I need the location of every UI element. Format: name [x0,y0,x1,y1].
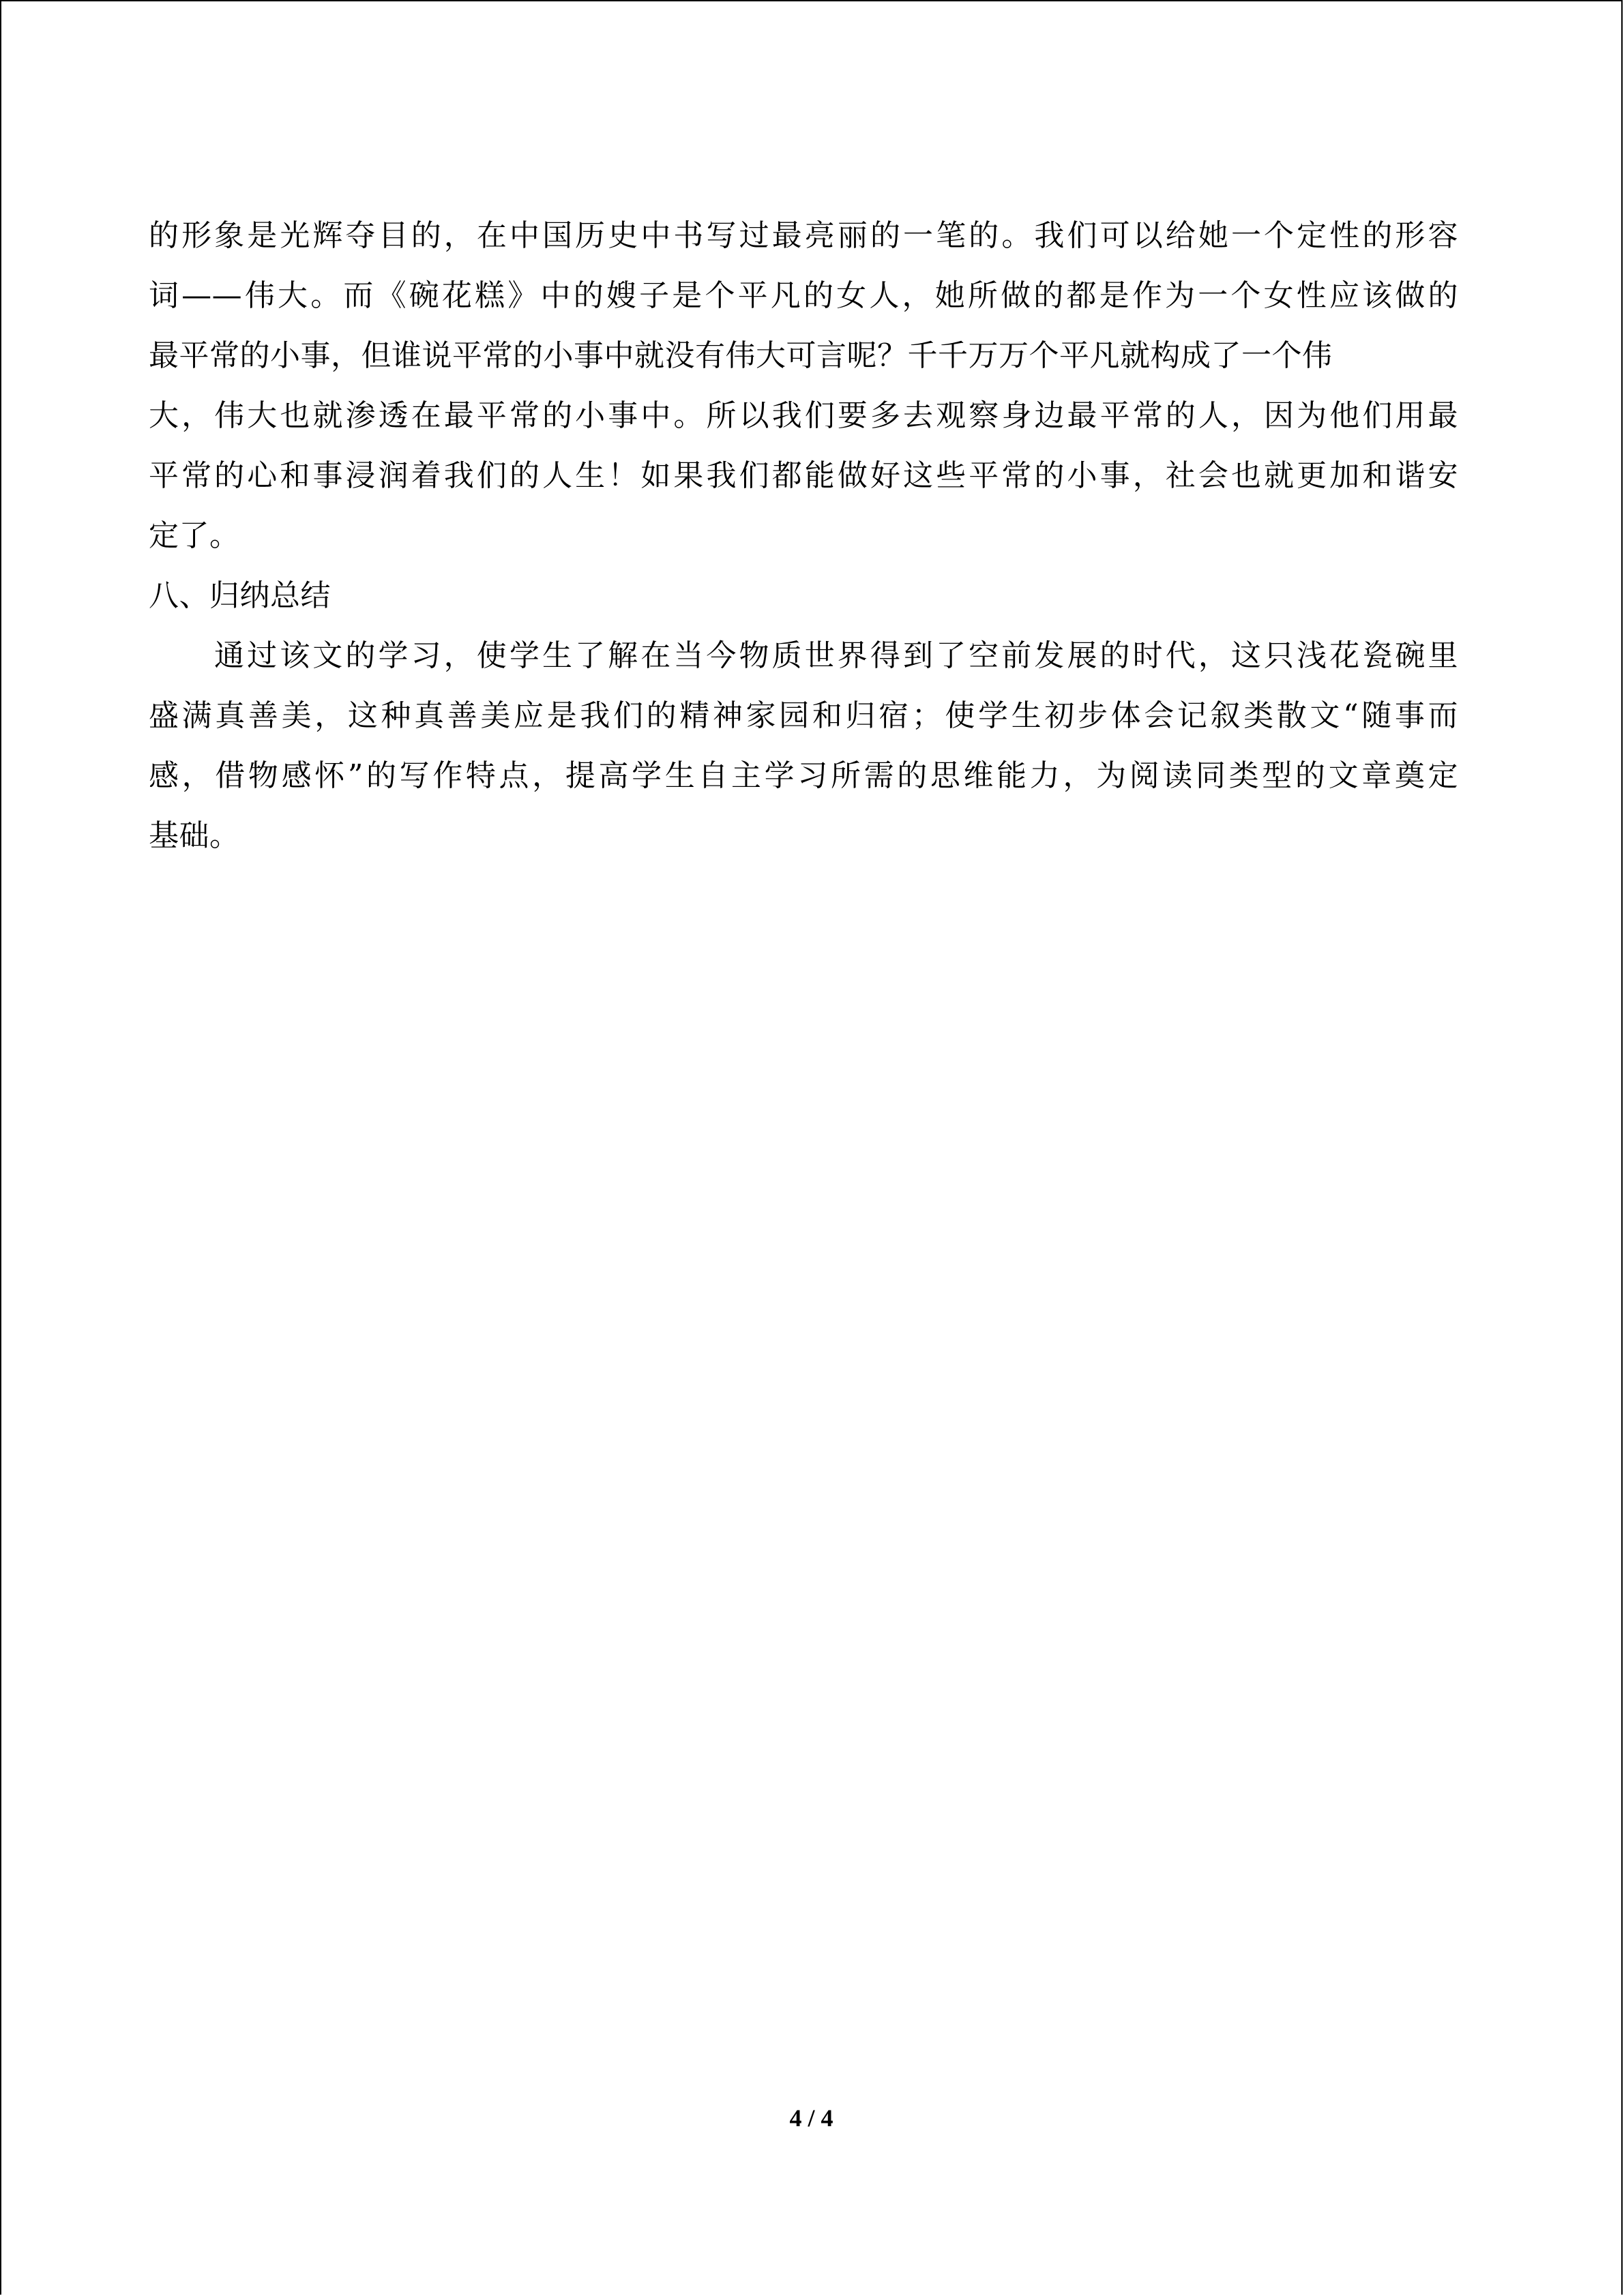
page-number: 4 / 4 [789,2104,833,2132]
paragraph-1-line: 最平常的小事，但谁说平常的小事中就没有伟大可言呢？千千万万个平凡就构成了一个伟 [149,338,1333,373]
paragraph-2-line: 感，借物感怀”的写作特点，提高学生自主学习所需的思维能力，为阅读同类型的文章奠定 [149,758,1458,793]
paragraph-1-line: 大，伟大也就渗透在最平常的小事中。所以我们要多去观察身边最平常的人，因为他们用最 [149,398,1458,433]
paragraph-1-line: 定了。 [149,518,240,553]
paragraph-2-line: 基础。 [149,818,240,853]
section-heading: 八、归纳总结 [149,578,331,613]
paragraph-2-line: 盛满真善美，这种真善美应是我们的精神家园和归宿；使学生初步体会记叙类散文“随事而 [149,698,1458,733]
paragraph-2-line: 通过该文的学习，使学生了解在当今物质世界得到了空前发展的时代，这只浅花瓷碗里 [214,638,1458,673]
paragraph-1-line: 的形象是光辉夺目的，在中国历史中书写过最亮丽的一笔的。我们可以给她一个定性的形容 [149,218,1458,253]
paragraph-1-line: 词——伟大。而《碗花糕》中的嫂子是个平凡的女人，她所做的都是作为一个女性应该做的 [149,278,1458,313]
document-body [149,206,1458,866]
paragraph-1-line: 平常的心和事浸润着我们的人生！如果我们都能做好这些平常的小事，社会也就更加和谐安 [149,458,1458,493]
